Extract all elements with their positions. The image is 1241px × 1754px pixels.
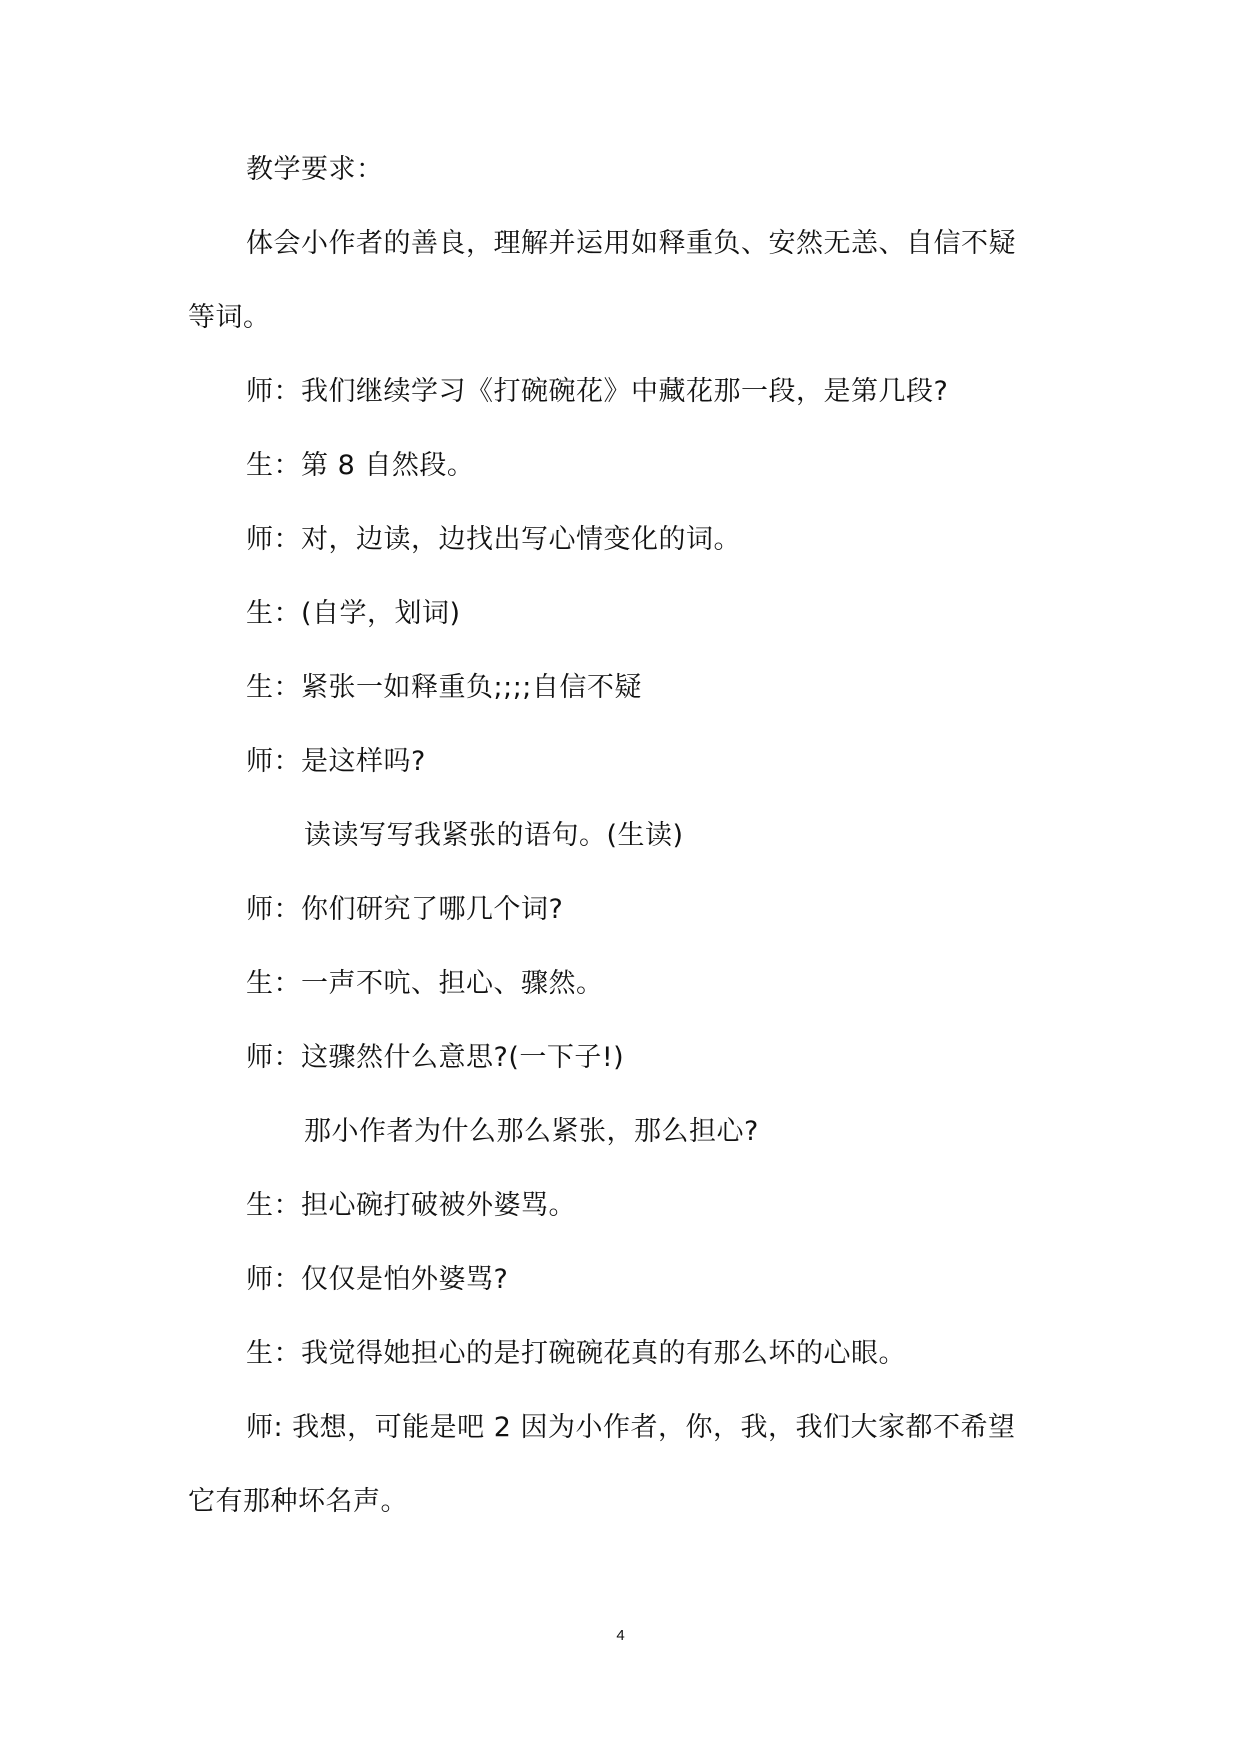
dialogue-continuation: 读读写写我紧张的语句。(生读) — [304, 820, 684, 851]
dialogue-line: 师：这骤然什么意思?(一下子!) — [246, 1042, 625, 1073]
dialogue-line: 师：仅仅是怕外婆骂? — [246, 1264, 509, 1295]
page-number: 4 — [616, 1627, 625, 1644]
dialogue-line: 师: 我想，可能是吧 2 因为小作者，你，我，我们大家都不希望 — [246, 1412, 1016, 1443]
dialogue-line: 生：紧张一如释重负;;;;自信不疑 — [246, 672, 642, 703]
paragraph-line: 等词。 — [188, 302, 271, 333]
paragraph-line: 体会小作者的善良，理解并运用如释重负、安然无恙、自信不疑 — [246, 228, 1016, 259]
dialogue-line: 生：担心碗打破被外婆骂。 — [246, 1190, 576, 1221]
dialogue-line: 师：你们研究了哪几个词? — [246, 894, 564, 925]
dialogue-line: 生：我觉得她担心的是打碗碗花真的有那么坏的心眼。 — [246, 1338, 906, 1369]
dialogue-line: 师：我们继续学习《打碗碗花》中藏花那一段，是第几段? — [246, 376, 949, 407]
dialogue-line: 生：一声不吭、担心、骤然。 — [246, 968, 604, 999]
dialogue-line: 师：是这样吗? — [246, 746, 426, 777]
dialogue-continuation: 那小作者为什么那么紧张，那么担心? — [304, 1116, 759, 1147]
dialogue-line: 生：(自学，划词) — [246, 598, 461, 629]
section-heading: 教学要求： — [246, 154, 384, 185]
dialogue-line: 师：对，边读，边找出写心情变化的词。 — [246, 524, 741, 555]
dialogue-line: 生：第 8 自然段。 — [246, 450, 475, 481]
paragraph-line: 它有那种坏名声。 — [188, 1486, 408, 1517]
